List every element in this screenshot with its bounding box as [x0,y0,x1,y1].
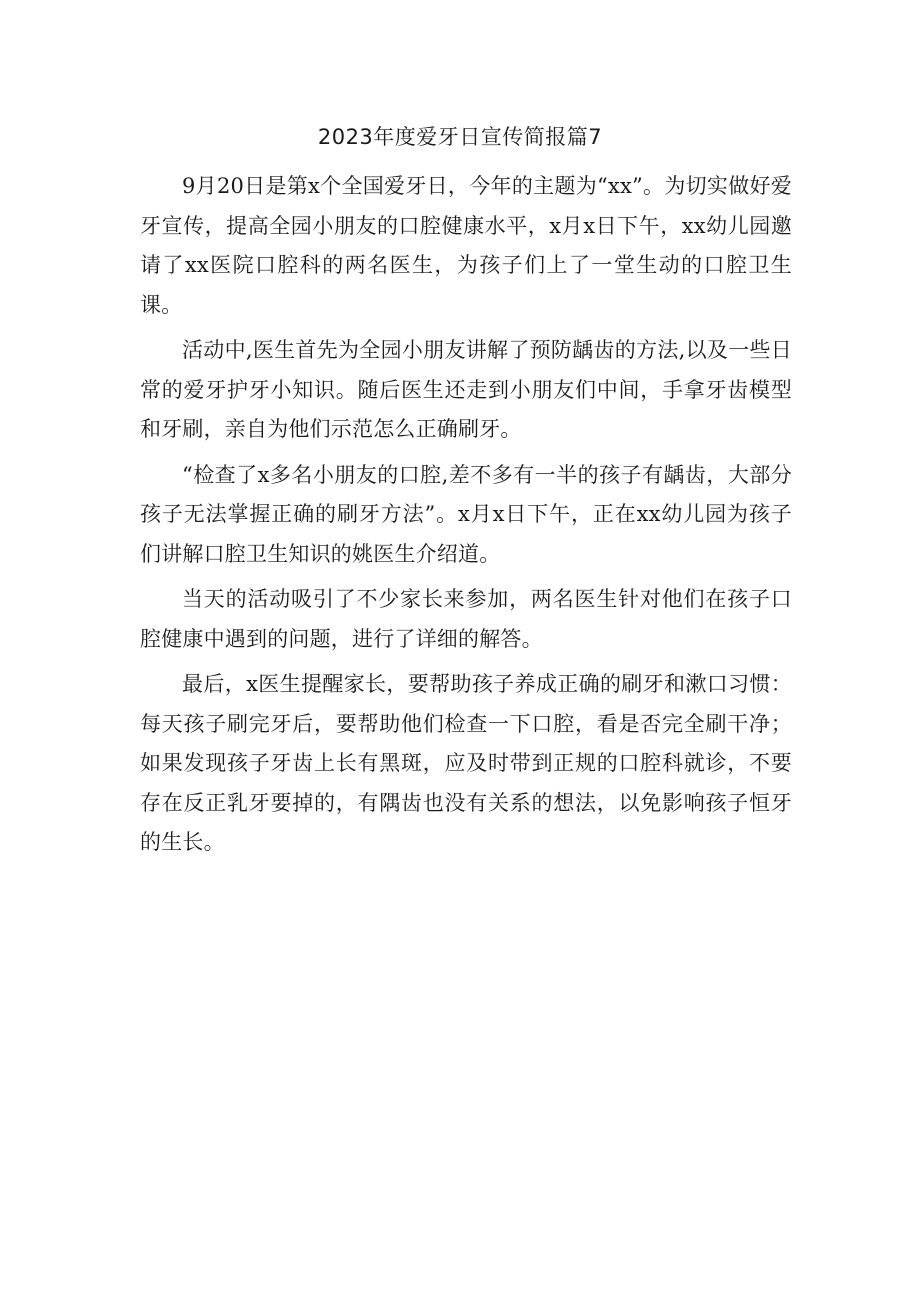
document-title: 2023年度爱牙日宣传简报篇7 [317,125,603,149]
paragraph-2: 活动中,医生首先为全园小朋友讲解了预防龋齿的方法,以及一些日常的爱牙护牙小知识。随后医生还走到小朋友们中间，手拿牙齿模型和牙刷，亲自为他们示范怎么正确刷牙。 [140,338,792,441]
paragraph-1: 9月20日是第x个全国爱牙日，今年的主题为“xx”。为切实做好爱牙宣传，提高全园小朋友的口腔健康水平，x月x日下午，xx幼儿园邀请了xx医院口腔科的两名医生，为孩子们上了一堂生动的口腔卫生课。 [140,174,792,317]
paragraph-4: 当天的活动吸引了不少家长来参加，两名医生针对他们在孩子口腔健康中遇到的问题，进行了详细的解答。 [140,587,792,651]
document-body [140,167,792,869]
paragraph-3: “检查了x多名小朋友的口腔,差不多有一半的孩子有龋齿，大部分孩子无法掌握正确的刷牙方法”。x月x日下午，正在xx幼儿园为孩子们讲解口腔卫生知识的姚医生介绍道。 [140,462,792,566]
paragraph-5: 最后，x医生提醒家长，要帮助孩子养成正确的刷牙和漱口习惯：每天孩子刷完牙后，要帮助他们检查一下口腔，看是否完全刷干净；如果发现孩子牙齿上长有黑斑，应及时带到正规的口腔科就诊，不要存在反正乳牙要掉的，有隅齿也没有关系的想法，以免影响孩子恒牙的生长。 [140,672,792,854]
